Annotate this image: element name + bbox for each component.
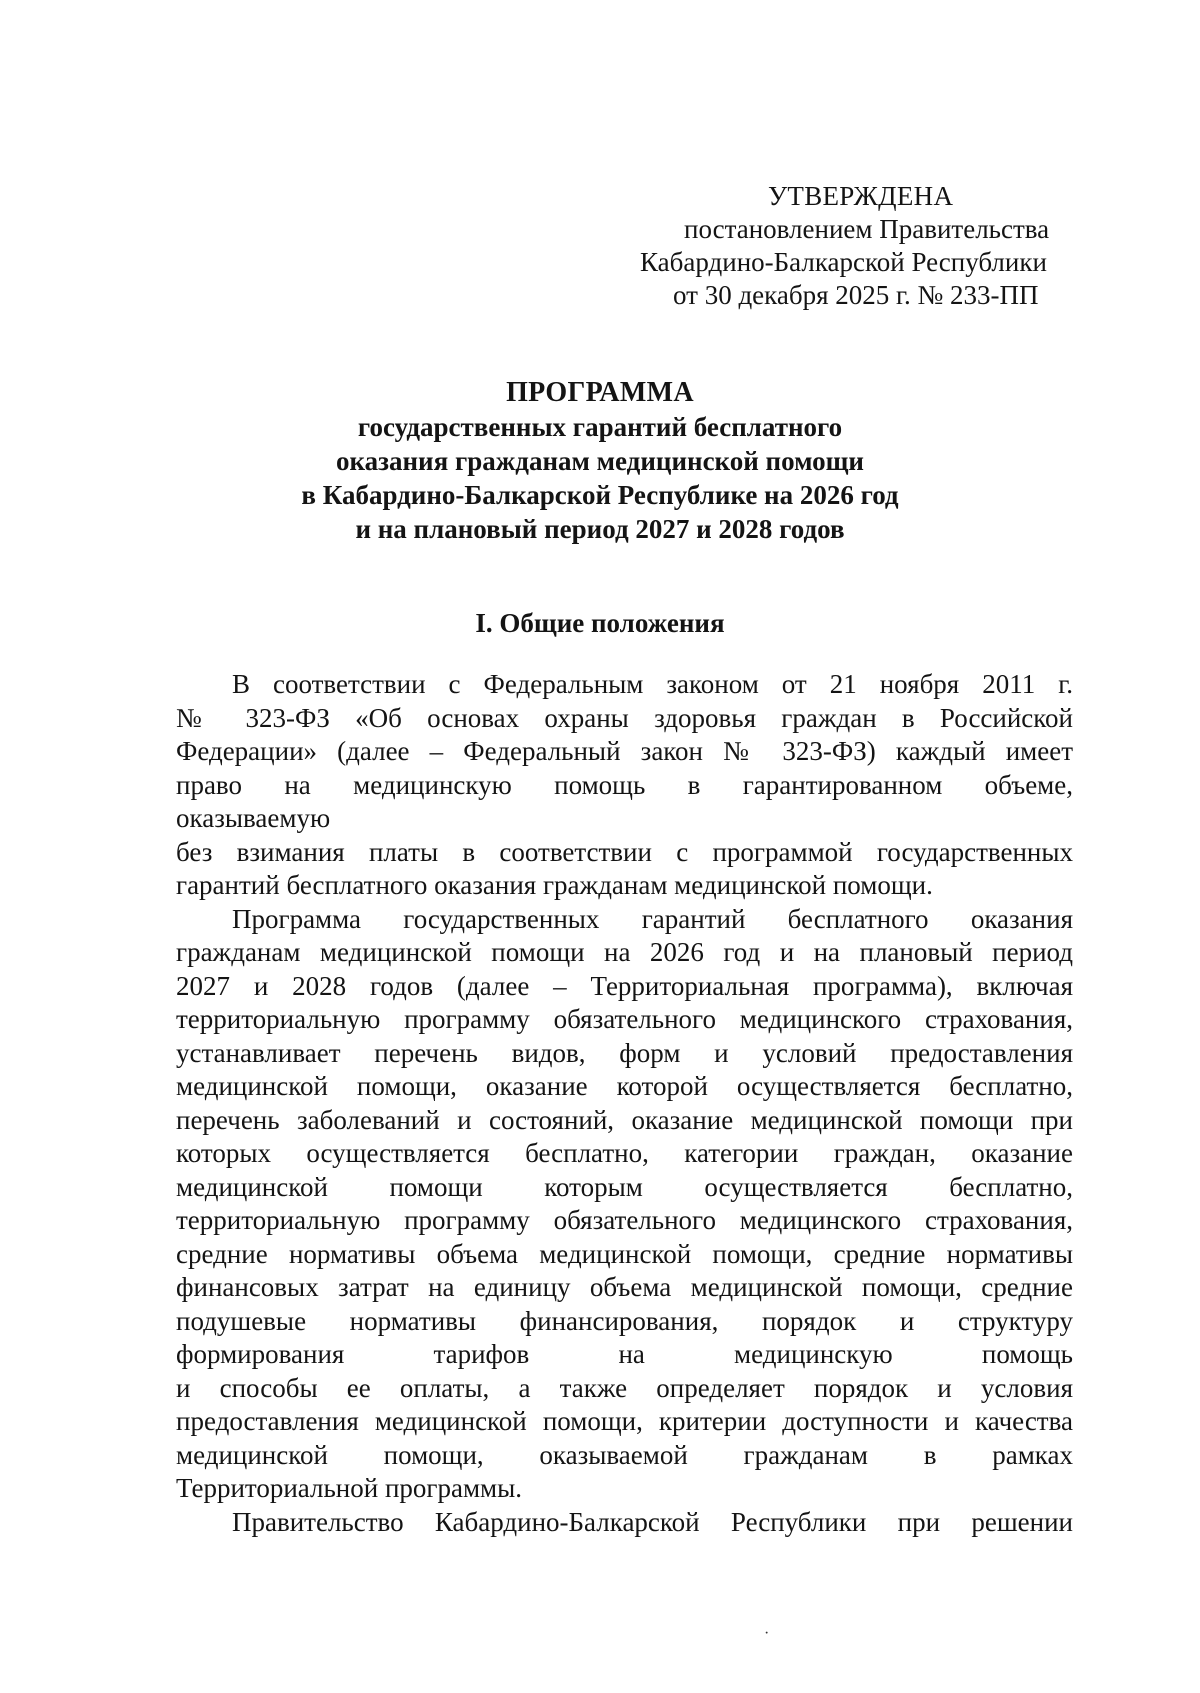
text-line: подушевые нормативы финансирования, порядок и структуру [176, 1305, 1073, 1336]
text-line: предоставления медицинской помощи, критерии доступности и качества [176, 1406, 1073, 1436]
title-line: в Кабардино-Балкарской Республике на 2026 год [301, 480, 899, 510]
text-line: медицинской помощи которым осуществляется бесплатно, [176, 1171, 1073, 1202]
approval-authority: постановлением Правительства [684, 214, 1050, 244]
approval-date-number: от 30 декабря 2025 г. № 233-ПП [673, 280, 1039, 310]
approval-heading: УТВЕРЖДЕНА [768, 181, 954, 211]
section-heading: I. Общие положения [475, 608, 725, 638]
text-line: оказываемую [176, 803, 331, 833]
page-mark: · [764, 1625, 770, 1642]
paragraph-1 [176, 668, 1073, 903]
title-line: и на плановый период 2027 и 2028 годов [355, 514, 845, 544]
text-line: территориальную программу обязательного медицинского страхования, [176, 1004, 1073, 1034]
text-line: № 323-ФЗ «Об основах охраны здоровья граждан в Российской [176, 702, 1073, 733]
text-line: В соответствии с Федеральным законом от 21 ноября 2011 г. [232, 669, 1073, 699]
approval-region: Кабардино-Балкарской Республики [640, 247, 1047, 277]
text-line: гарантий бесплатного оказания гражданам медицинской помощи. [176, 870, 933, 900]
body-text [176, 668, 1073, 1539]
text-line: перечень заболеваний и состояний, оказание медицинской помощи при [176, 1104, 1073, 1135]
text-line: Территориальной программы. [176, 1473, 523, 1503]
text-line: медицинской помощи, оказываемой гражданам в рамках [176, 1439, 1073, 1470]
approval-stamp-block [640, 180, 1080, 312]
text-line: гражданам медицинской помощи на 2026 год и на плановый период [176, 937, 1073, 967]
title-line: оказания гражданам медицинской помощи [335, 446, 864, 476]
text-line: медицинской помощи, оказание которой осуществляется бесплатно, [176, 1071, 1073, 1101]
paragraph-3 [176, 1506, 1073, 1540]
text-line: которых осуществляется бесплатно, категории граждан, оказание [176, 1138, 1073, 1168]
text-line: устанавливает перечень видов, форм и условий предоставления [176, 1037, 1073, 1068]
text-line: право на медицинскую помощь в гарантированном объеме, [176, 769, 1073, 800]
text-line: средние нормативы объема медицинской помощи, средние нормативы [176, 1238, 1073, 1269]
paragraph-2 [176, 903, 1073, 1506]
text-line: и способы ее оплаты, а также определяет порядок и условия [176, 1372, 1073, 1403]
text-line: 2027 и 2028 годов (далее – Территориальная программа), включая [176, 970, 1073, 1001]
text-line: территориальную программу обязательного медицинского страхования, [176, 1205, 1073, 1235]
text-line: Программа государственных гарантий бесплатного оказания [232, 903, 1073, 934]
text-line: Федерации» (далее – Федеральный закон № 323-ФЗ) каждый имеет [176, 736, 1073, 766]
text-line: финансовых затрат на единицу объема медицинской помощи, средние [176, 1272, 1073, 1302]
title-line: государственных гарантий бесплатного [357, 412, 843, 442]
title-main: ПРОГРАММА [506, 377, 694, 408]
text-line: Правительство Кабардино-Балкарской Республики при решении [232, 1506, 1073, 1537]
text-line: формирования тарифов на медицинскую помощь [176, 1339, 1073, 1369]
document-title [200, 376, 1000, 546]
text-line: без взимания платы в соответствии с программой государственных [176, 836, 1073, 867]
